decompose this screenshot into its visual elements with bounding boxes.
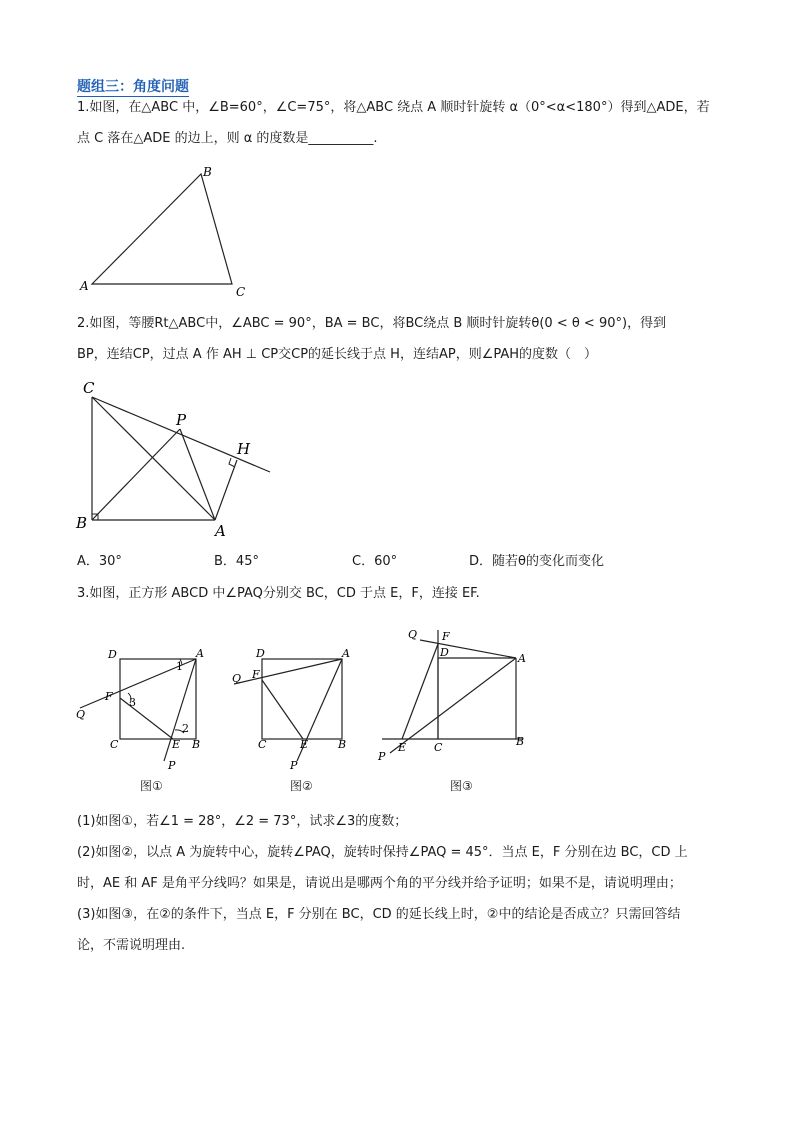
q3-figure-2 bbox=[228, 640, 368, 775]
label-e: E bbox=[300, 738, 309, 751]
label-q: Q bbox=[76, 708, 86, 721]
fig1-caption: 图① bbox=[140, 779, 163, 793]
label-angle-2: 2 bbox=[182, 722, 189, 735]
label-a: A bbox=[342, 647, 350, 660]
label-c: C bbox=[110, 738, 119, 751]
label-e: E bbox=[398, 741, 407, 754]
label-a: A bbox=[80, 279, 89, 293]
q3-figure-3 bbox=[372, 620, 537, 770]
q2-option-c: C．60° bbox=[352, 554, 398, 569]
label-p: P bbox=[378, 750, 386, 763]
label-a: A bbox=[196, 647, 204, 660]
q2-option-d: D．随若θ的变化而变化 bbox=[469, 554, 604, 569]
q2-text-line2: BP，连结CP，过点 A 作 AH ⊥ CP交CP的延长线于点 H，连结AP，则∠PAH的度数（ ） bbox=[77, 347, 598, 362]
label-c: C bbox=[258, 738, 267, 751]
label-angle-3: 3 bbox=[129, 696, 136, 709]
q3-part2-line1: (2)如图②，以点 A 为旋转中心，旋转∠PAQ，旋转时保持∠PAQ = 45°．当点 E，F 分别在边 BC，CD 上 bbox=[77, 845, 688, 860]
label-f: F bbox=[442, 630, 450, 643]
q3-intro: 3.如图，正方形 ABCD 中∠PAQ分别交 BC，CD 于点 E，F，连接 EF. bbox=[77, 586, 480, 601]
triangle-abc bbox=[92, 174, 232, 284]
label-q: Q bbox=[232, 672, 242, 685]
q3-part2-line2: 时，AE 和 AF 是角平分线吗？如果是，请说出是哪两个角的平分线并给予证明；如果不是，请说明理由； bbox=[77, 876, 682, 891]
label-a: A bbox=[518, 652, 526, 665]
label-p: P bbox=[168, 759, 176, 772]
q2-option-b: B．45° bbox=[214, 554, 259, 569]
q1-triangle-figure bbox=[70, 160, 270, 305]
label-f: F bbox=[252, 668, 260, 681]
label-d: D bbox=[440, 646, 449, 659]
q1-text-line1: 1.如图，在△ABC 中，∠B=60°，∠C=75°，将△ABC 绕点 A 顺时针旋转 α（0°<α<180°）得到△ADE，若 bbox=[77, 100, 710, 115]
q3-figure-1 bbox=[72, 640, 222, 775]
label-d: D bbox=[256, 647, 265, 660]
label-b: B bbox=[516, 735, 525, 748]
q2-text-line1: 2.如图，等腰Rt△ABC中，∠ABC = 90°，BA = BC，将BC绕点 B 顺时针旋转θ(0 < θ < 90°)，得到 bbox=[77, 316, 667, 331]
label-c: C bbox=[434, 741, 443, 754]
q2-option-a: A．30° bbox=[77, 554, 122, 569]
label-b: B bbox=[203, 165, 212, 179]
label-c: C bbox=[83, 379, 95, 397]
label-d: D bbox=[108, 648, 117, 661]
label-p: P bbox=[176, 411, 187, 429]
label-e: E bbox=[172, 738, 181, 751]
q3-part3-line2: 论，不需说明理由. bbox=[77, 938, 186, 953]
label-a: A bbox=[215, 522, 226, 540]
fig3-caption: 图③ bbox=[450, 779, 473, 793]
q3-part1: (1)如图①，若∠1 = 28°，∠2 = 73°，试求∠3的度数； bbox=[77, 814, 408, 829]
label-f: F bbox=[105, 690, 113, 703]
label-b: B bbox=[192, 738, 201, 751]
section-title: 题组三：角度问题 bbox=[77, 79, 189, 95]
label-c: C bbox=[236, 285, 246, 299]
label-angle-1: 1 bbox=[176, 660, 183, 673]
label-b: B bbox=[76, 514, 88, 532]
label-q: Q bbox=[408, 628, 418, 641]
q3-part3-line1: (3)如图③，在②的条件下，当点 E，F 分别在 BC，CD 的延长线上时，②中的结论是否成立？只需回答结 bbox=[77, 907, 681, 922]
label-b: B bbox=[338, 738, 347, 751]
q2-figure bbox=[70, 375, 280, 540]
q1-text-line2: 点 C 落在△ADE 的边上，则 α 的度数是__________. bbox=[77, 131, 378, 146]
label-p: P bbox=[290, 759, 298, 772]
label-h: H bbox=[237, 440, 251, 458]
fig2-caption: 图② bbox=[290, 779, 313, 793]
